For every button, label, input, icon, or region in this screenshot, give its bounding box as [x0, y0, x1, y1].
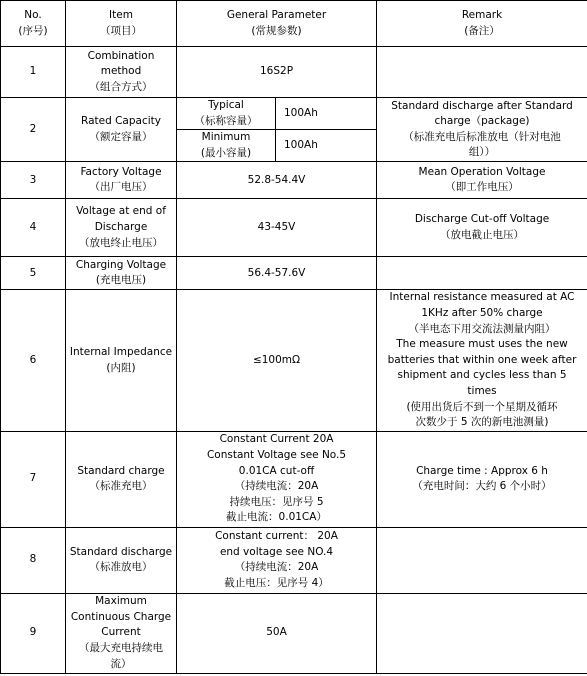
- sub-label: Typical （标称容量）: [177, 98, 276, 130]
- row-item: Voltage at end of Discharge （放电终止电压）: [66, 199, 177, 257]
- table-row: [1, 527, 587, 593]
- header-remark: Remark (备注）: [377, 1, 587, 47]
- row-remark: [377, 527, 587, 593]
- row-param: 52.8-54.4V: [177, 162, 377, 199]
- row-item: Rated Capacity （额定容量）: [66, 98, 177, 162]
- row-param: 50A: [177, 593, 377, 673]
- row-remark: [377, 257, 587, 290]
- row-item: Maximum Continuous Charge Current （最大充电持续电 流）: [66, 593, 177, 673]
- row-param: Constant current： 20A end voltage see NO.4 （持续电流：20A 截止电压：见序号 4）: [177, 527, 377, 593]
- row-no: 5: [1, 257, 66, 290]
- row-param: Constant Current 20A Constant Voltage see No.5 0.01CA cut-off （持续电流：20A 持续电压：见序号 5 截止电流：0.01CA）: [177, 431, 377, 527]
- row-param: 43-45V: [177, 199, 377, 257]
- row-param: 16S2P: [177, 47, 377, 98]
- table-row: [1, 290, 587, 431]
- sub-value: 100Ah: [276, 98, 377, 130]
- table-row: [1, 593, 587, 673]
- table-row: [1, 431, 587, 527]
- row-item: Standard charge （标准充电）: [66, 431, 177, 527]
- table-row: [1, 47, 587, 98]
- sub-label: Minimum (最小容量): [177, 130, 276, 162]
- row-no: 8: [1, 527, 66, 593]
- row-no: 7: [1, 431, 66, 527]
- sub-value: 100Ah: [276, 130, 377, 162]
- row-item: Standard discharge （标准放电）: [66, 527, 177, 593]
- row-remark: [377, 593, 587, 673]
- row-no: 2: [1, 98, 66, 162]
- header-item: Item （项目）: [66, 1, 177, 47]
- row-no: 6: [1, 290, 66, 431]
- row-no: 9: [1, 593, 66, 673]
- table-row: [1, 162, 587, 199]
- header-no: No. (序号): [1, 1, 66, 47]
- table-row: [1, 257, 587, 290]
- row-param: ≤100mΩ: [177, 290, 377, 431]
- row-remark: Standard discharge after Standard charge（package) （标准充电后标准放电（针对电池 组））: [377, 98, 587, 162]
- row-item: Factory Voltage （出厂电压）: [66, 162, 177, 199]
- row-remark: Charge time : Approx 6 h （充电时间：大约 6 个小时）: [377, 431, 587, 527]
- table-row: [1, 199, 587, 257]
- row-no: 3: [1, 162, 66, 199]
- table-row: [1, 98, 587, 130]
- row-item: Combination method （组合方式）: [66, 47, 177, 98]
- row-item: Internal Impedance (内阻): [66, 290, 177, 431]
- header-param: General Parameter (常规参数): [177, 1, 377, 47]
- row-param: 56.4-57.6V: [177, 257, 377, 290]
- row-item: Charging Voltage (充电电压): [66, 257, 177, 290]
- row-remark: Discharge Cut-off Voltage （放电截止电压）: [377, 199, 587, 257]
- row-remark: [377, 47, 587, 98]
- row-no: 4: [1, 199, 66, 257]
- header-row: [1, 1, 587, 47]
- row-no: 1: [1, 47, 66, 98]
- row-remark: Internal resistance measured at AC 1KHz after 50% charge （半电态下用交流法测量内阻） The measure must uses the new batteries that within one week after shipment and cycles less than 5 times (使用出货后不到一个星期及循环 次数少于 5 次的新电池测量): [377, 290, 587, 431]
- row-remark: Mean Operation Voltage （即工作电压）: [377, 162, 587, 199]
